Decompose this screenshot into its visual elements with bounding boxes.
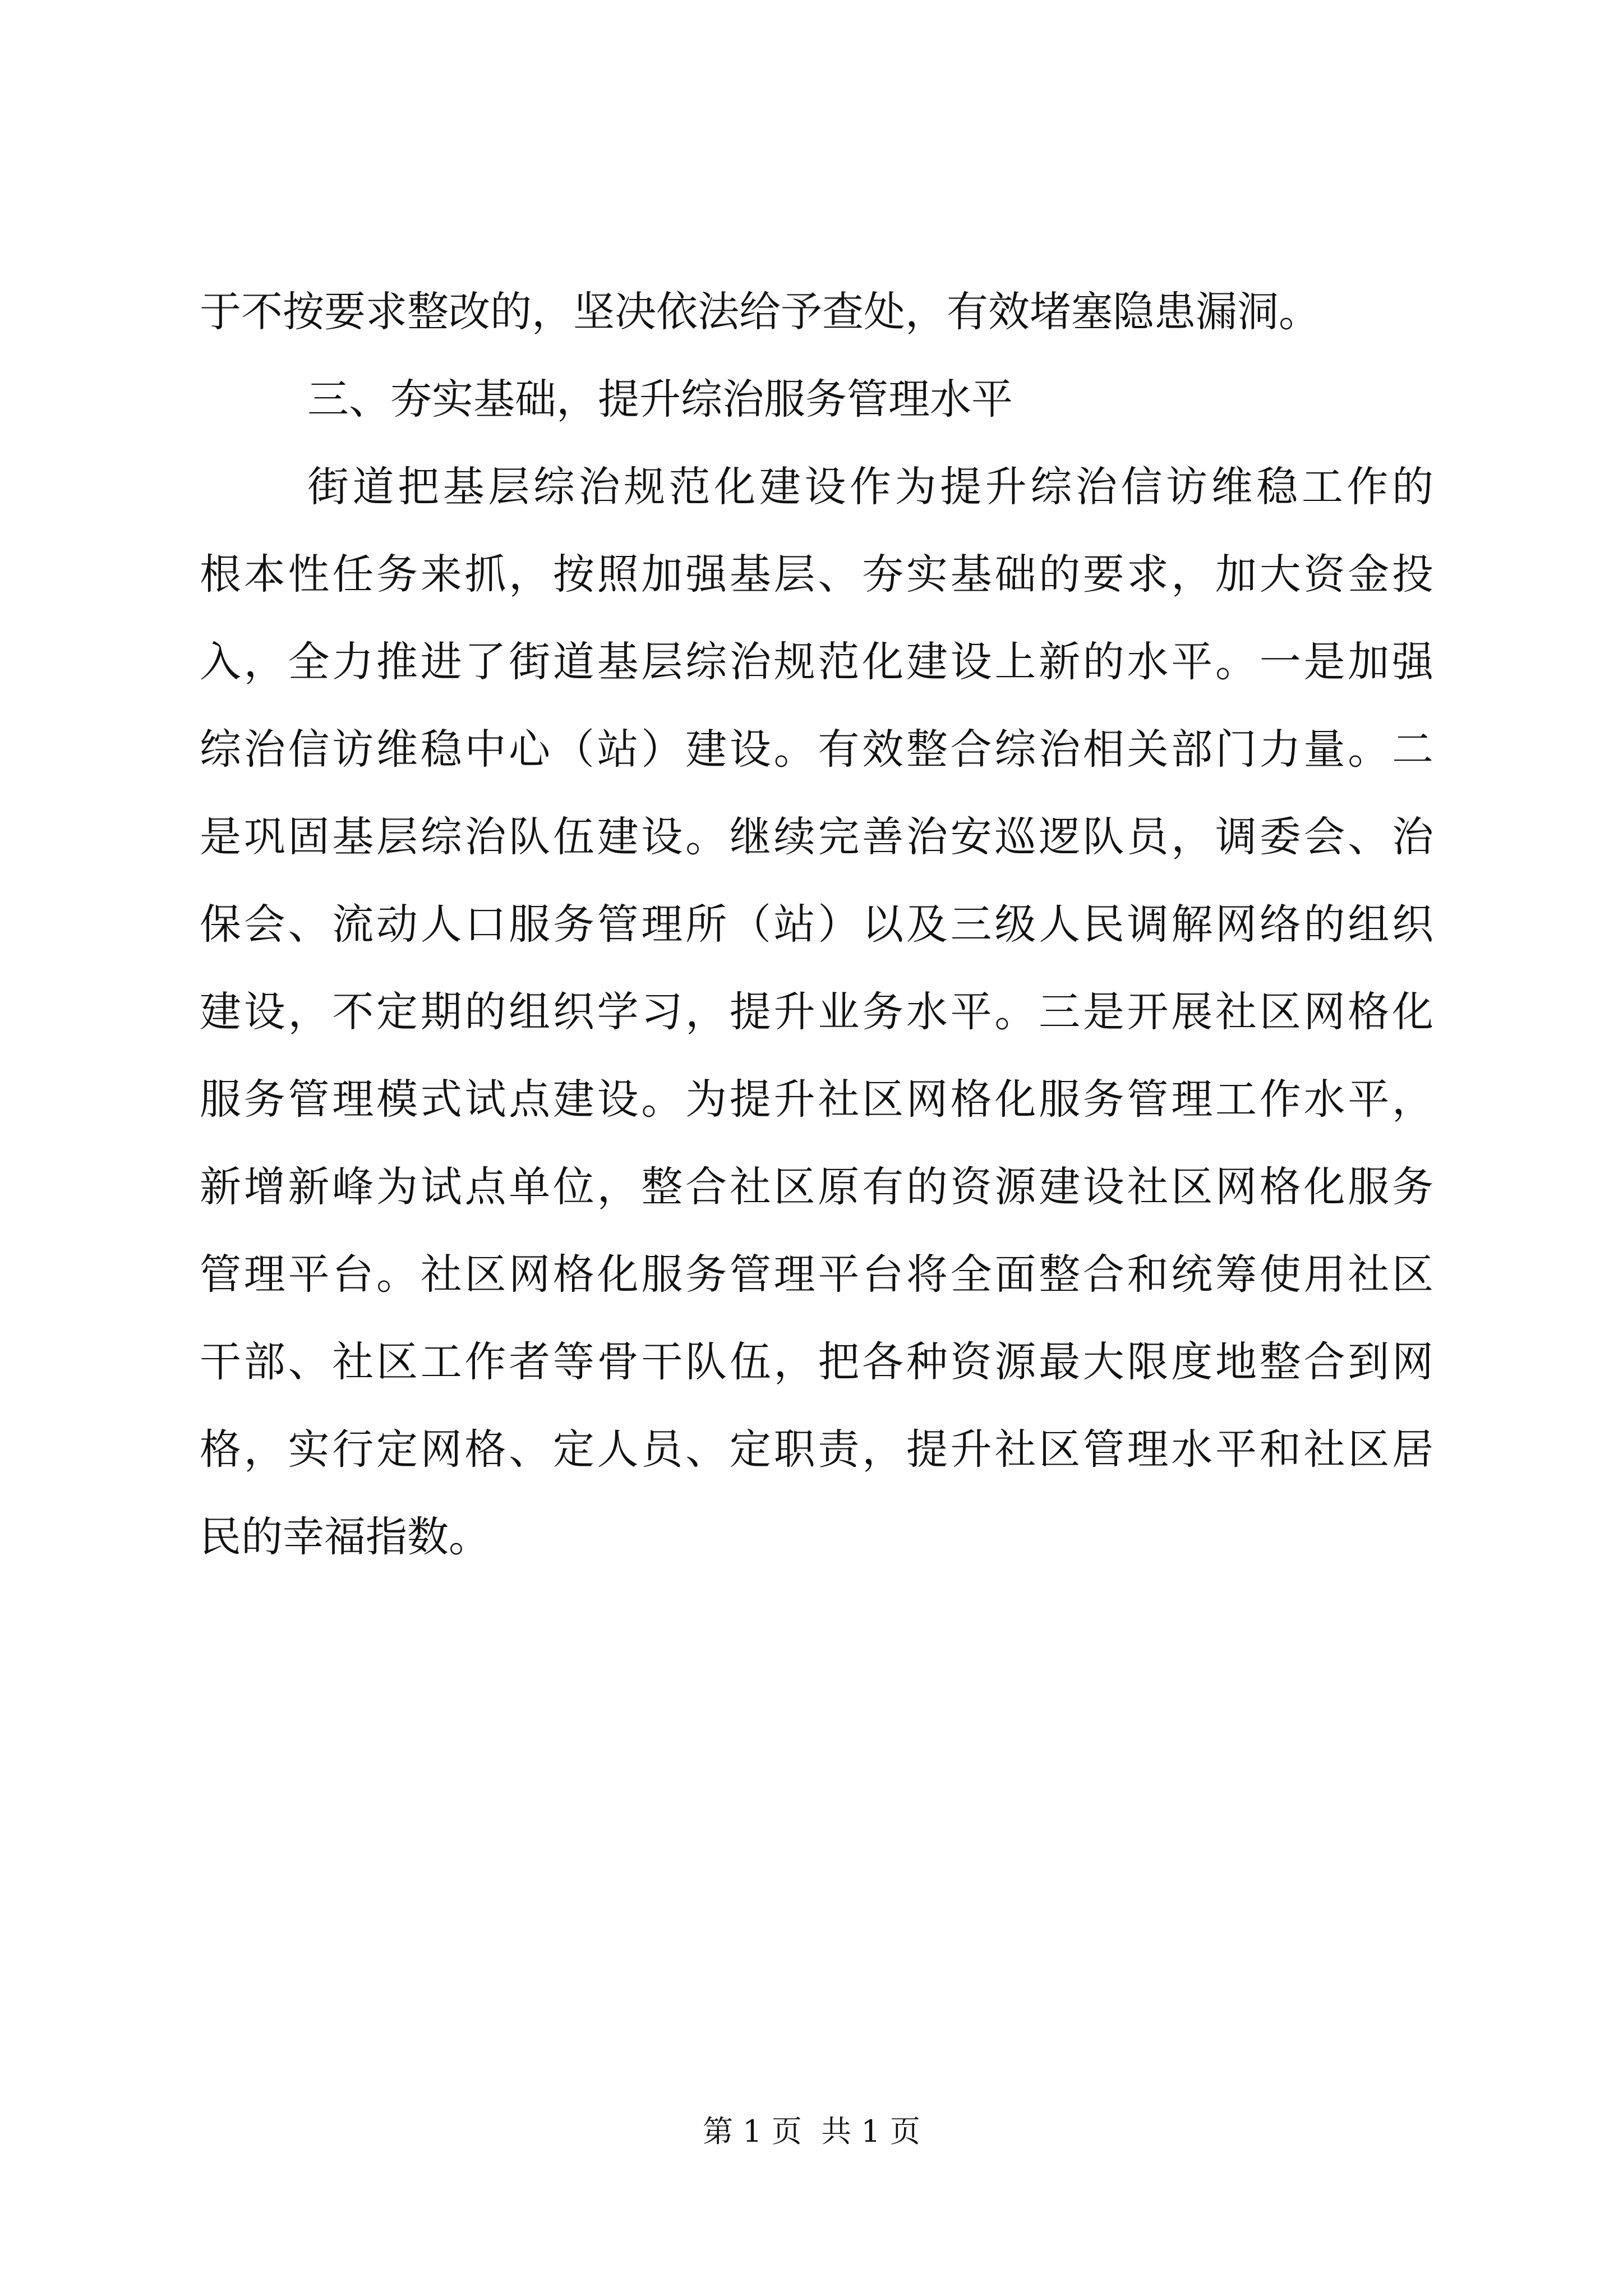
text-line: 建设，不定期的组织学习，提升业务水平。三是开展社区网格化: [200, 988, 1433, 1036]
section-heading: 三、夯实基础，提升综治服务管理水平: [307, 375, 1013, 424]
body-text: [200, 268, 1433, 1581]
text-line: 根本性任务来抓，按照加强基层、夯实基础的要求，加大资金投: [200, 550, 1433, 599]
page-number: 第 1 页 共 1 页: [703, 2114, 920, 2149]
text-line: 是巩固基层综治队伍建设。继续完善治安巡逻队员，调委会、治: [200, 813, 1433, 861]
text-line: 格，实行定网格、定人员、定职责，提升社区管理水平和社区居: [200, 1425, 1433, 1474]
text-line: 综治信访维稳中心（站）建设。有效整合综治相关部门力量。二: [200, 725, 1433, 774]
text-line: 于不按要求整改的，坚决依法给予查处，有效堵塞隐患漏洞。: [200, 288, 1320, 336]
page-footer: [0, 2109, 1623, 2154]
text-line: 街道把基层综治规范化建设作为提升综治信访维稳工作的: [307, 463, 1433, 511]
text-line: 民的幸福指数。: [200, 1513, 490, 1561]
text-line: 服务管理模式试点建设。为提升社区网格化服务管理工作水平，: [200, 1075, 1433, 1124]
text-line: 新增新峰为试点单位，整合社区原有的资源建设社区网格化服务: [200, 1163, 1433, 1211]
text-line: 干部、社区工作者等骨干队伍，把各种资源最大限度地整合到网: [200, 1338, 1433, 1386]
text-line: 入，全力推进了街道基层综治规范化建设上新的水平。一是加强: [200, 638, 1433, 686]
text-line: 保会、流动人口服务管理所（站）以及三级人民调解网络的组织: [200, 900, 1433, 949]
text-line: 管理平台。社区网格化服务管理平台将全面整合和统筹使用社区: [200, 1250, 1433, 1299]
